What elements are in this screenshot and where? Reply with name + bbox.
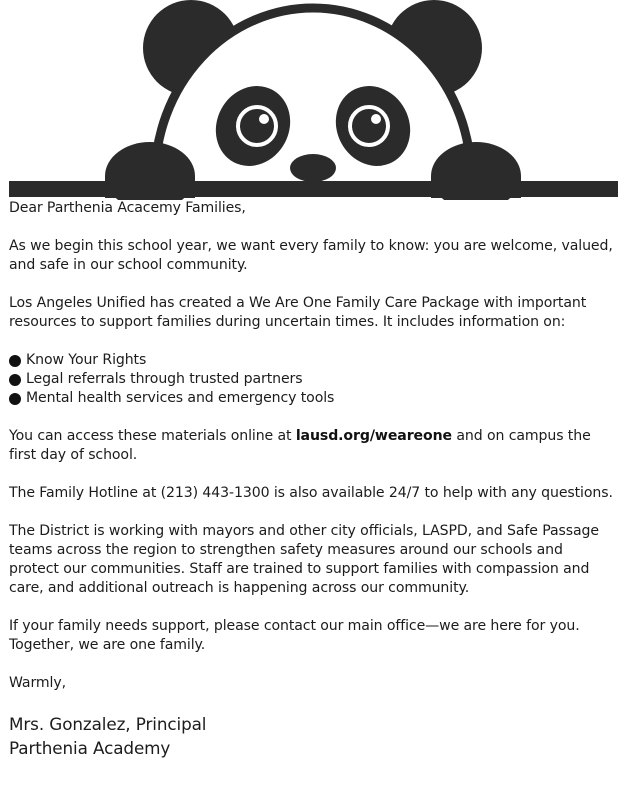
panda-face-icon — [0, 0, 618, 200]
letter-body — [9, 199, 613, 760]
bullet-icon — [9, 355, 21, 367]
paragraph-access: You can access these materials online at lausd.org/weareone and on campus the first day of school. — [9, 428, 591, 463]
salutation: Dear Parthenia Acacemy Families, — [9, 200, 246, 216]
panda-left-eye — [238, 107, 276, 145]
list-item: Legal referrals through trusted partners — [9, 370, 613, 389]
panda-right-eye — [350, 107, 388, 145]
paragraph-hotline: The Family Hotline at (213) 443-1300 is also available 24/7 to help with any questions. — [9, 485, 613, 501]
panda-nose — [290, 154, 336, 182]
paragraph-support: If your family needs support, please contact our main office—we are here for you. Together, we are one family. — [9, 618, 580, 653]
closing: Warmly, — [9, 675, 66, 691]
list-item: Know Your Rights — [9, 351, 613, 370]
paragraph-care-package: Los Angeles Unified has created a We Are One Family Care Package with important resources to support families during uncertain times. It includes information on: — [9, 295, 587, 330]
bullet-icon — [9, 393, 21, 405]
resource-list — [9, 351, 613, 408]
signature-name: Mrs. Gonzalez, Principal — [9, 714, 207, 734]
signature — [9, 712, 613, 760]
panda-ledge — [9, 181, 618, 197]
signature-school: Parthenia Academy — [9, 738, 171, 758]
weareone-link[interactable]: lausd.org/weareone — [295, 428, 452, 444]
list-item: Mental health services and emergency tools — [9, 389, 613, 408]
paragraph-district: The District is working with mayors and other city officials, LASPD, and Safe Passage teams across the region to strengthen safety measures around our schools and protect our communities. Staff are trained to support families with compassion and care, and additional outreach is happening across our community. — [9, 523, 599, 596]
paragraph-welcome: As we begin this school year, we want every family to know: you are welcome, valued, and safe in our school community. — [9, 238, 613, 273]
bullet-icon — [9, 374, 21, 386]
